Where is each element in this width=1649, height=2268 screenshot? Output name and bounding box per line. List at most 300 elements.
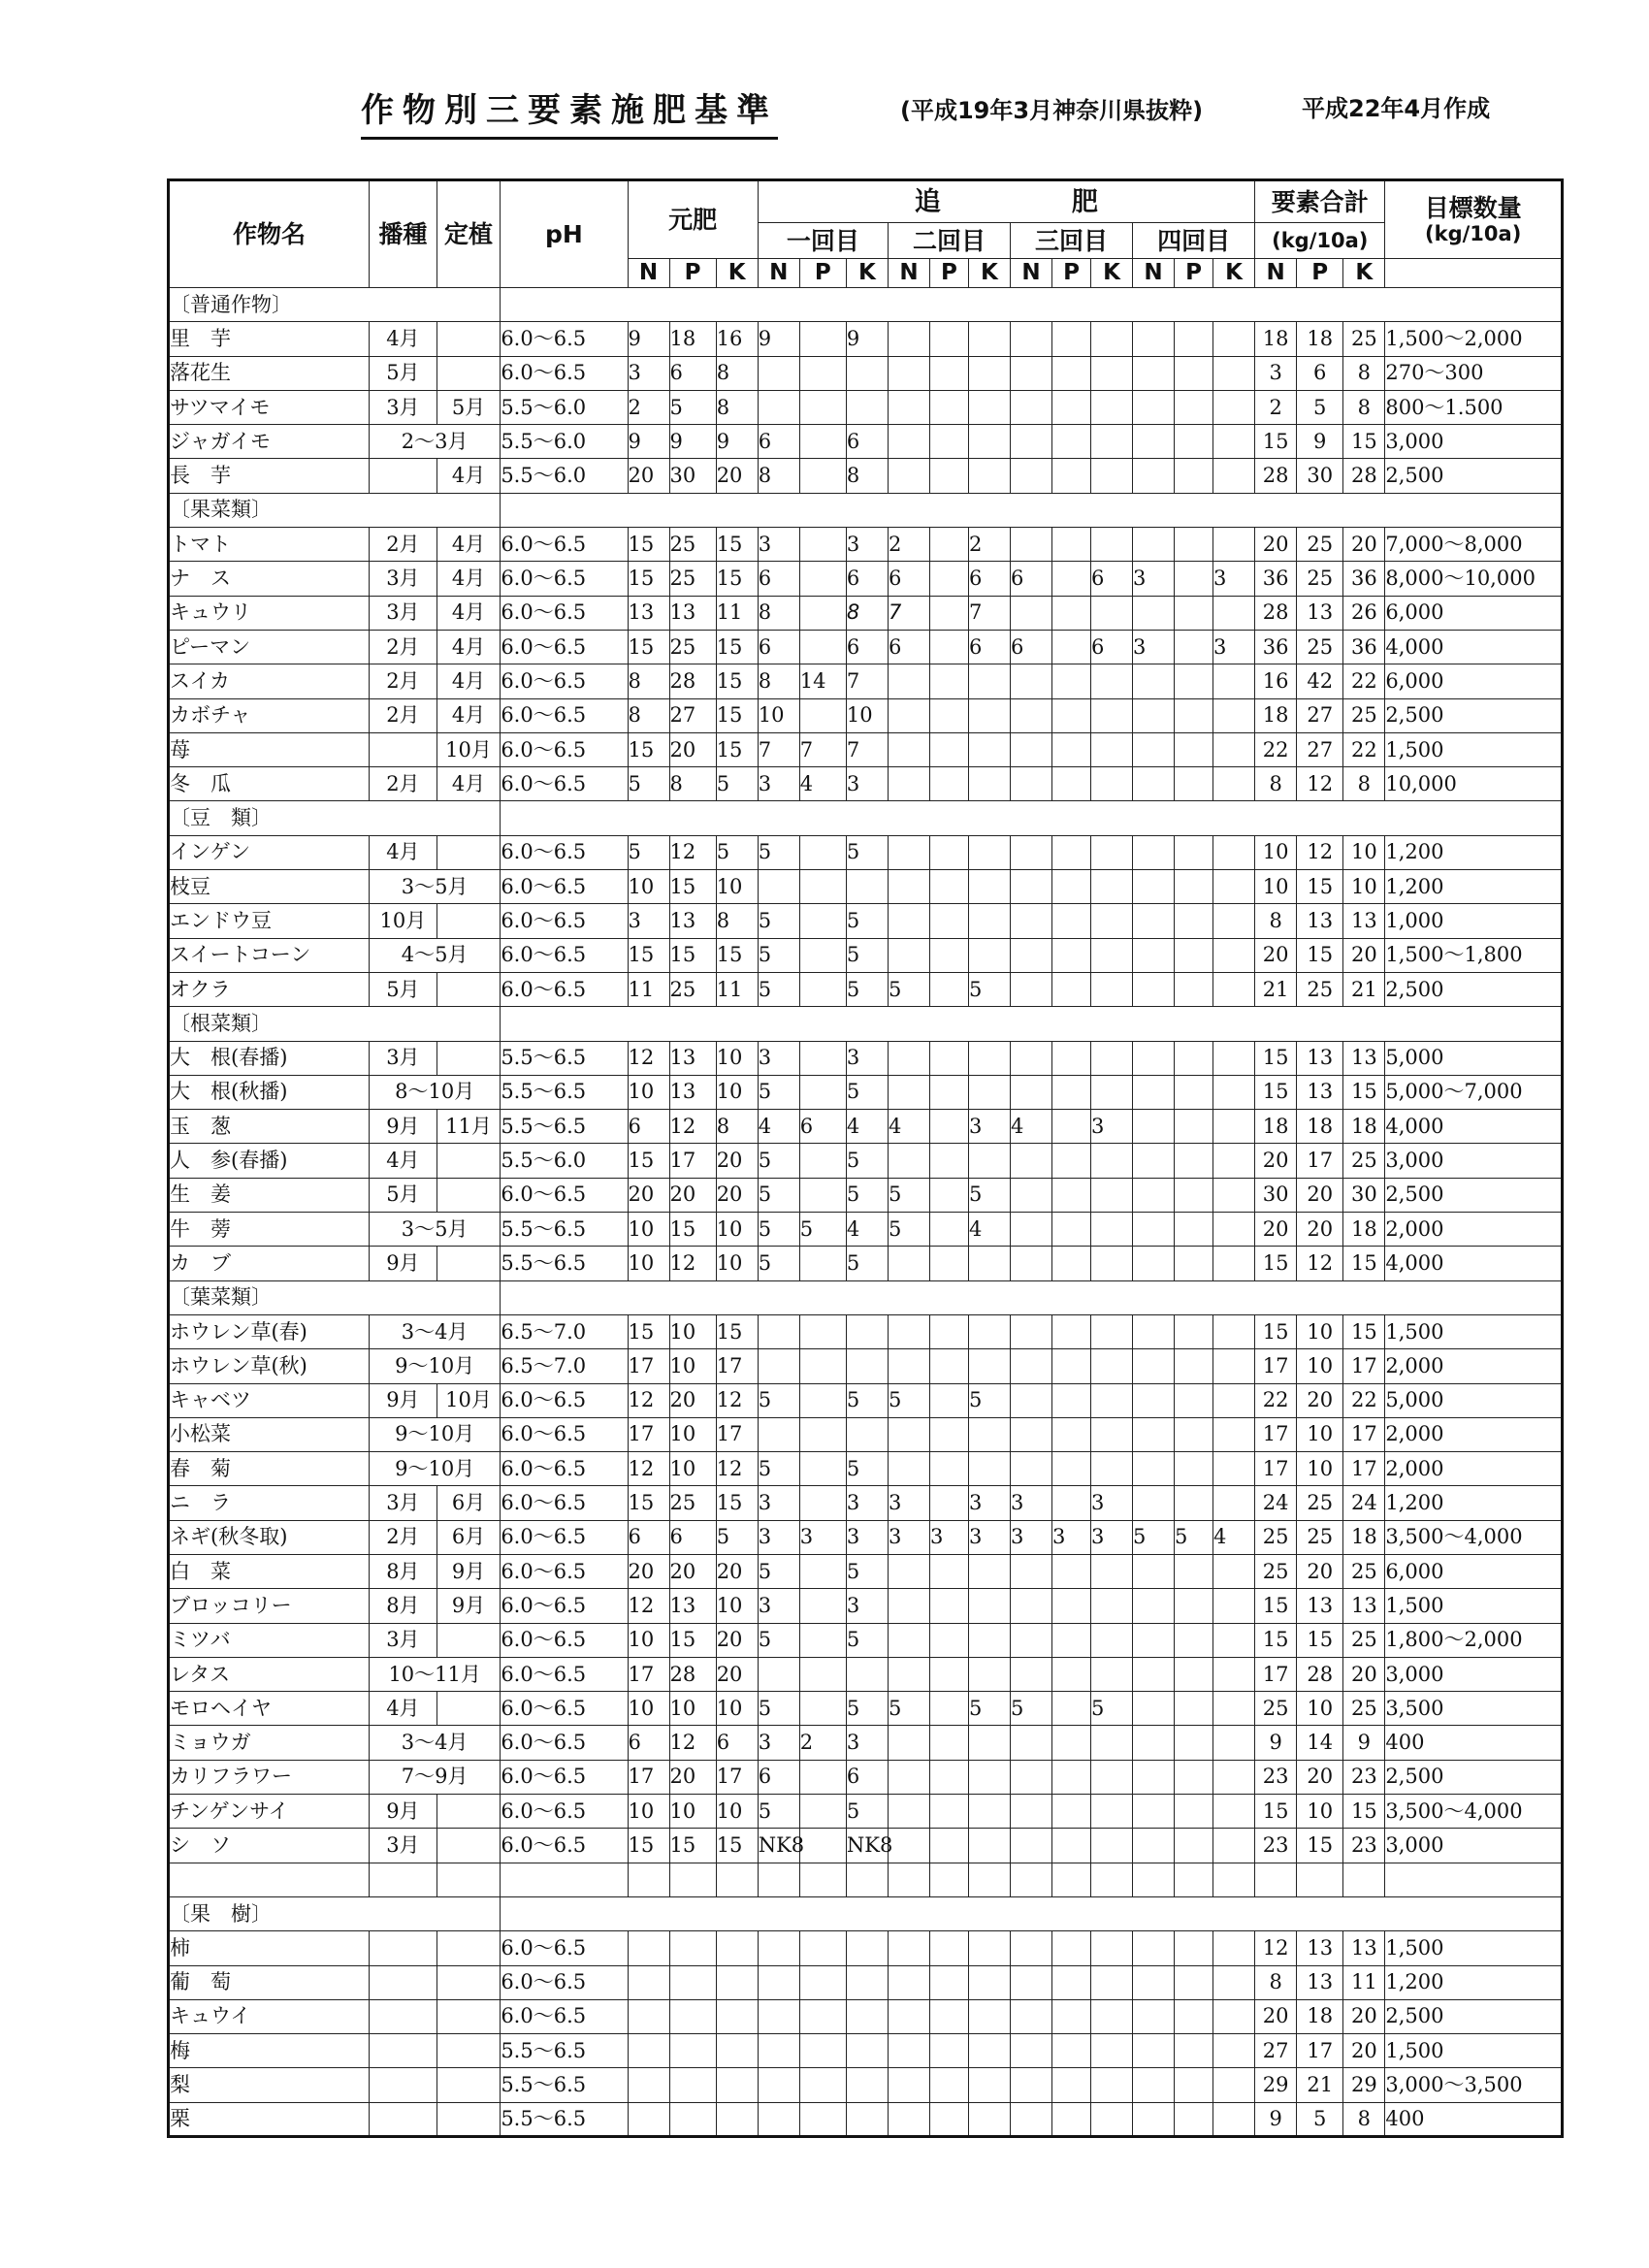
total-p: 10: [1297, 1417, 1343, 1451]
t4-p: [1175, 630, 1213, 664]
t2-n: 5: [888, 1383, 929, 1417]
target-yield: 1,200: [1385, 1486, 1563, 1520]
t4-p: [1175, 2068, 1213, 2102]
t2-n: 5: [888, 1213, 929, 1247]
t2-p: [929, 1829, 968, 1863]
t3-k: [1090, 2102, 1132, 2136]
table-row: [169, 1452, 1563, 1486]
t3-p: [1052, 562, 1091, 596]
table-row: [169, 1075, 1563, 1109]
base-k: 20: [716, 459, 758, 493]
crop-name: モロヘイヤ: [169, 1692, 370, 1726]
header-k-g5: K: [1343, 259, 1385, 288]
t1-n: 5: [758, 1692, 799, 1726]
planting-month: 9月: [436, 1554, 501, 1588]
t1-n: 5: [758, 1623, 799, 1657]
t3-k: [1090, 904, 1132, 938]
target-yield: 4,000: [1385, 630, 1563, 664]
t2-k: [968, 1589, 1010, 1623]
base-n: 12: [628, 1041, 669, 1075]
t4-n: [1133, 2068, 1175, 2102]
total-n: 15: [1255, 1795, 1297, 1829]
creation-date: 平成22年4月作成: [1302, 95, 1491, 122]
t3-n: 4: [1010, 1110, 1051, 1144]
blank-cell: [501, 1863, 628, 1896]
t4-k: [1213, 459, 1255, 493]
base-p: 15: [669, 1623, 716, 1657]
header-p-g4: P: [1175, 259, 1213, 288]
t3-p: [1052, 1178, 1091, 1212]
total-n: 20: [1255, 1144, 1297, 1178]
planting-month: 10月: [436, 732, 501, 766]
table-row: [169, 1247, 1563, 1280]
t2-p: [929, 1726, 968, 1760]
t2-k: [968, 938, 1010, 972]
base-p: 13: [669, 1075, 716, 1109]
planting-month: [436, 1829, 501, 1863]
base-n: 5: [628, 767, 669, 801]
total-n: 3: [1255, 356, 1297, 390]
t3-k: [1090, 1623, 1132, 1657]
table-row: [169, 1349, 1563, 1383]
base-n: 10: [628, 1623, 669, 1657]
t4-p: [1175, 528, 1213, 562]
t4-n: [1133, 2034, 1175, 2068]
base-k: 5: [716, 1520, 758, 1554]
t3-p: [1052, 732, 1091, 766]
t2-n: [888, 425, 929, 459]
sowing-month: 3月: [370, 390, 437, 424]
t2-k: 3: [968, 1520, 1010, 1554]
t3-k: [1090, 1931, 1132, 1965]
crop-name: ナ ス: [169, 562, 370, 596]
base-k: 15: [716, 664, 758, 698]
planting-month: 4月: [436, 664, 501, 698]
planting-month: [436, 904, 501, 938]
t4-n: [1133, 1486, 1175, 1520]
t1-p: [799, 1041, 846, 1075]
t1-k: 8: [846, 459, 888, 493]
header-target-blank: [1385, 259, 1563, 288]
t1-n: 3: [758, 528, 799, 562]
t2-k: 5: [968, 1383, 1010, 1417]
t2-n: [888, 1795, 929, 1829]
t1-p: [799, 630, 846, 664]
category-fill: [501, 801, 1563, 835]
t1-k: [846, 1965, 888, 1999]
blank-cell: [716, 1863, 758, 1896]
t1-p: 2: [799, 1726, 846, 1760]
t4-n: 3: [1133, 562, 1175, 596]
sowing-period: 2〜3月: [370, 425, 501, 459]
sowing-month: 3月: [370, 1041, 437, 1075]
sowing-month: 4月: [370, 322, 437, 356]
t1-p: [799, 425, 846, 459]
category-fill: [501, 1280, 1563, 1314]
t4-n: [1133, 459, 1175, 493]
t4-k: [1213, 1417, 1255, 1451]
t1-n: 5: [758, 1383, 799, 1417]
t1-p: [799, 562, 846, 596]
t2-p: [929, 1247, 968, 1280]
planting-month: [436, 1692, 501, 1726]
t2-k: [968, 1349, 1010, 1383]
ph-range: 5.5〜6.5: [501, 1075, 628, 1109]
t4-p: [1175, 1999, 1213, 2033]
t2-n: [888, 1726, 929, 1760]
t3-n: [1010, 356, 1051, 390]
t2-k: [968, 1247, 1010, 1280]
t3-k: [1090, 1383, 1132, 1417]
base-k: 17: [716, 1760, 758, 1794]
ph-range: 6.0〜6.5: [501, 1383, 628, 1417]
t4-k: [1213, 1657, 1255, 1691]
table-row: [169, 2068, 1563, 2102]
t2-k: [968, 2102, 1010, 2136]
t4-k: [1213, 1692, 1255, 1726]
t1-k: [846, 390, 888, 424]
crop-name: 小松菜: [169, 1417, 370, 1451]
t1-n: 5: [758, 1075, 799, 1109]
table-row: [169, 972, 1563, 1006]
ph-range: 6.0〜6.5: [501, 767, 628, 801]
t4-p: [1175, 1931, 1213, 1965]
base-p: 10: [669, 1795, 716, 1829]
t2-n: 6: [888, 630, 929, 664]
t2-k: 2: [968, 528, 1010, 562]
t4-k: [1213, 1349, 1255, 1383]
t3-n: 6: [1010, 562, 1051, 596]
t3-p: [1052, 1110, 1091, 1144]
blank-cell: [1133, 1863, 1175, 1896]
t1-p: [799, 1144, 846, 1178]
t3-p: [1052, 2102, 1091, 2136]
planting-month: [436, 2068, 501, 2102]
t4-k: [1213, 767, 1255, 801]
base-k: 17: [716, 1417, 758, 1451]
t1-p: [799, 1075, 846, 1109]
t3-k: [1090, 1417, 1132, 1451]
crop-name: 大 根(春播): [169, 1041, 370, 1075]
t3-p: [1052, 1623, 1091, 1657]
planting-month: [436, 1247, 501, 1280]
ph-range: 6.0〜6.5: [501, 698, 628, 732]
blank-cell: [799, 1863, 846, 1896]
t4-k: [1213, 1144, 1255, 1178]
crop-name: カリフラワー: [169, 1760, 370, 1794]
crop-name: 梅: [169, 2034, 370, 2068]
total-n: 20: [1255, 1999, 1297, 2033]
t2-n: [888, 835, 929, 869]
title-area: [361, 83, 1544, 142]
t2-p: [929, 767, 968, 801]
target-yield: 1,500〜2,000: [1385, 322, 1563, 356]
t3-p: [1052, 1589, 1091, 1623]
t3-p: [1052, 904, 1091, 938]
t3-n: [1010, 835, 1051, 869]
t4-k: [1213, 1247, 1255, 1280]
t2-n: [888, 1452, 929, 1486]
t4-p: [1175, 1383, 1213, 1417]
t2-n: 4: [888, 1110, 929, 1144]
target-yield: 10,000: [1385, 767, 1563, 801]
t4-n: [1133, 2102, 1175, 2136]
t1-k: 3: [846, 1589, 888, 1623]
t4-p: [1175, 698, 1213, 732]
t4-p: [1175, 1760, 1213, 1794]
t3-n: [1010, 596, 1051, 630]
t3-k: [1090, 322, 1132, 356]
total-p: 5: [1297, 390, 1343, 424]
blank-cell: [846, 1863, 888, 1896]
t2-k: 5: [968, 1692, 1010, 1726]
table-row: [169, 1999, 1563, 2033]
t4-n: [1133, 322, 1175, 356]
t1-n: [758, 2102, 799, 2136]
t4-n: 5: [1133, 1520, 1175, 1554]
t4-n: [1133, 1726, 1175, 1760]
t4-p: [1175, 664, 1213, 698]
base-k: 6: [716, 1726, 758, 1760]
base-p: 20: [669, 1760, 716, 1794]
t3-n: [1010, 767, 1051, 801]
t1-k: NK8: [846, 1829, 888, 1863]
total-n: 22: [1255, 1383, 1297, 1417]
t1-n: 5: [758, 835, 799, 869]
total-p: 5: [1297, 2102, 1343, 2136]
total-p: 10: [1297, 1349, 1343, 1383]
blank-cell: [758, 1863, 799, 1896]
t1-n: [758, 2068, 799, 2102]
t2-k: 7: [968, 596, 1010, 630]
blank-cell: [968, 1863, 1010, 1896]
t3-p: [1052, 1657, 1091, 1691]
total-n: 30: [1255, 1178, 1297, 1212]
table-row: [169, 2102, 1563, 2136]
t2-p: [929, 870, 968, 904]
t4-n: [1133, 1383, 1175, 1417]
t1-n: 5: [758, 938, 799, 972]
header-sowing: 播種: [370, 180, 437, 288]
t2-k: 6: [968, 562, 1010, 596]
t4-n: [1133, 1041, 1175, 1075]
blank-cell: [436, 1863, 501, 1896]
planting-month: [436, 2034, 501, 2068]
t3-n: [1010, 1589, 1051, 1623]
base-k: 8: [716, 904, 758, 938]
t2-p: [929, 1657, 968, 1691]
planting-month: [436, 972, 501, 1006]
base-p: 28: [669, 664, 716, 698]
t2-k: [968, 1314, 1010, 1348]
base-p: 10: [669, 1692, 716, 1726]
t3-p: [1052, 1349, 1091, 1383]
t1-k: 5: [846, 1623, 888, 1657]
t2-k: 3: [968, 1486, 1010, 1520]
total-n: 10: [1255, 835, 1297, 869]
t2-k: [968, 356, 1010, 390]
base-k: 20: [716, 1144, 758, 1178]
base-n: 3: [628, 356, 669, 390]
t4-n: [1133, 1965, 1175, 1999]
total-p: 15: [1297, 870, 1343, 904]
base-p: 15: [669, 1213, 716, 1247]
base-n: 6: [628, 1520, 669, 1554]
base-n: 17: [628, 1417, 669, 1451]
total-p: 17: [1297, 2034, 1343, 2068]
target-yield: 2,500: [1385, 698, 1563, 732]
base-p: [669, 2102, 716, 2136]
t4-p: [1175, 938, 1213, 972]
blank-cell: [669, 1863, 716, 1896]
base-p: 13: [669, 1041, 716, 1075]
ph-range: 6.0〜6.5: [501, 835, 628, 869]
t3-p: [1052, 1247, 1091, 1280]
crop-name: 大 根(秋播): [169, 1075, 370, 1109]
table-row: [169, 1965, 1563, 1999]
t1-p: [799, 1349, 846, 1383]
crop-name: 栗: [169, 2102, 370, 2136]
t4-p: [1175, 870, 1213, 904]
t2-n: [888, 459, 929, 493]
t3-p: [1052, 528, 1091, 562]
t1-k: 5: [846, 1144, 888, 1178]
total-k: 28: [1343, 459, 1385, 493]
t2-k: [968, 698, 1010, 732]
t2-k: 5: [968, 1178, 1010, 1212]
planting-month: 4月: [436, 562, 501, 596]
total-k: 15: [1343, 1247, 1385, 1280]
total-p: 12: [1297, 835, 1343, 869]
t3-p: [1052, 664, 1091, 698]
total-n: 15: [1255, 1075, 1297, 1109]
t2-p: [929, 1417, 968, 1451]
t1-p: [799, 1452, 846, 1486]
t4-k: [1213, 1999, 1255, 2033]
target-yield: 5,000: [1385, 1383, 1563, 1417]
t1-p: [799, 1486, 846, 1520]
t3-n: [1010, 1075, 1051, 1109]
total-p: 20: [1297, 1383, 1343, 1417]
table-row: [169, 425, 1563, 459]
header-p-g5: P: [1297, 259, 1343, 288]
t1-n: [758, 390, 799, 424]
t2-p: [929, 1623, 968, 1657]
t1-k: 4: [846, 1110, 888, 1144]
target-yield: 270〜300: [1385, 356, 1563, 390]
blank-cell: [1297, 1863, 1343, 1896]
ph-range: 5.5〜6.5: [501, 2034, 628, 2068]
crop-name: スイカ: [169, 664, 370, 698]
base-k: 8: [716, 390, 758, 424]
total-n: 16: [1255, 664, 1297, 698]
header-n-g4: N: [1133, 259, 1175, 288]
t1-k: 5: [846, 1247, 888, 1280]
t1-p: 6: [799, 1110, 846, 1144]
t2-n: [888, 1041, 929, 1075]
target-yield: 2,000: [1385, 1213, 1563, 1247]
t1-n: [758, 1417, 799, 1451]
t3-n: [1010, 1726, 1051, 1760]
t3-k: [1090, 938, 1132, 972]
category-fill: [501, 493, 1563, 527]
total-k: 23: [1343, 1760, 1385, 1794]
t1-n: [758, 870, 799, 904]
t1-n: 6: [758, 630, 799, 664]
t1-n: 7: [758, 732, 799, 766]
total-p: 13: [1297, 1075, 1343, 1109]
crop-name: 春 菊: [169, 1452, 370, 1486]
t1-k: 8: [846, 596, 888, 630]
sowing-period: 10〜11月: [370, 1657, 501, 1691]
t3-k: [1090, 1178, 1132, 1212]
crop-name: チンゲンサイ: [169, 1795, 370, 1829]
t3-p: [1052, 1554, 1091, 1588]
base-n: 6: [628, 1110, 669, 1144]
blank-cell: [1010, 1863, 1051, 1896]
sowing-month: [370, 1931, 437, 1965]
crop-name: 枝豆: [169, 870, 370, 904]
t2-k: [968, 425, 1010, 459]
category-row: [169, 801, 1563, 835]
total-n: 29: [1255, 2068, 1297, 2102]
t1-p: [799, 1760, 846, 1794]
total-n: 22: [1255, 732, 1297, 766]
sowing-month: 9月: [370, 1795, 437, 1829]
t1-n: 3: [758, 1520, 799, 1554]
t1-n: 5: [758, 1144, 799, 1178]
t2-p: [929, 1795, 968, 1829]
sowing-month: 10月: [370, 904, 437, 938]
t2-p: [929, 698, 968, 732]
ph-range: 5.5〜6.5: [501, 1247, 628, 1280]
t4-k: [1213, 835, 1255, 869]
base-k: 10: [716, 1075, 758, 1109]
category-label: 〔豆 類〕: [169, 801, 501, 835]
t1-k: 3: [846, 1041, 888, 1075]
base-n: 15: [628, 630, 669, 664]
blank-cell: [1385, 1863, 1563, 1896]
t2-p: [929, 1760, 968, 1794]
t3-k: [1090, 767, 1132, 801]
table-row: [169, 1520, 1563, 1554]
table-row: [169, 1144, 1563, 1178]
base-k: 20: [716, 1554, 758, 1588]
base-n: 5: [628, 835, 669, 869]
t4-p: [1175, 1486, 1213, 1520]
total-n: 23: [1255, 1829, 1297, 1863]
base-n: 10: [628, 1247, 669, 1280]
blank-cell: [929, 1863, 968, 1896]
base-n: [628, 2068, 669, 2102]
total-n: 36: [1255, 562, 1297, 596]
t1-k: 6: [846, 1760, 888, 1794]
crop-name: キュウリ: [169, 596, 370, 630]
planting-month: 10月: [436, 1383, 501, 1417]
base-n: 6: [628, 1726, 669, 1760]
t1-k: 5: [846, 835, 888, 869]
total-k: 25: [1343, 1692, 1385, 1726]
target-yield: 2,500: [1385, 459, 1563, 493]
total-k: 17: [1343, 1349, 1385, 1383]
t3-n: [1010, 1383, 1051, 1417]
t2-p: [929, 1144, 968, 1178]
t1-k: 5: [846, 1795, 888, 1829]
t4-p: [1175, 1144, 1213, 1178]
t2-k: [968, 1965, 1010, 1999]
t4-k: [1213, 904, 1255, 938]
t3-k: [1090, 1657, 1132, 1691]
